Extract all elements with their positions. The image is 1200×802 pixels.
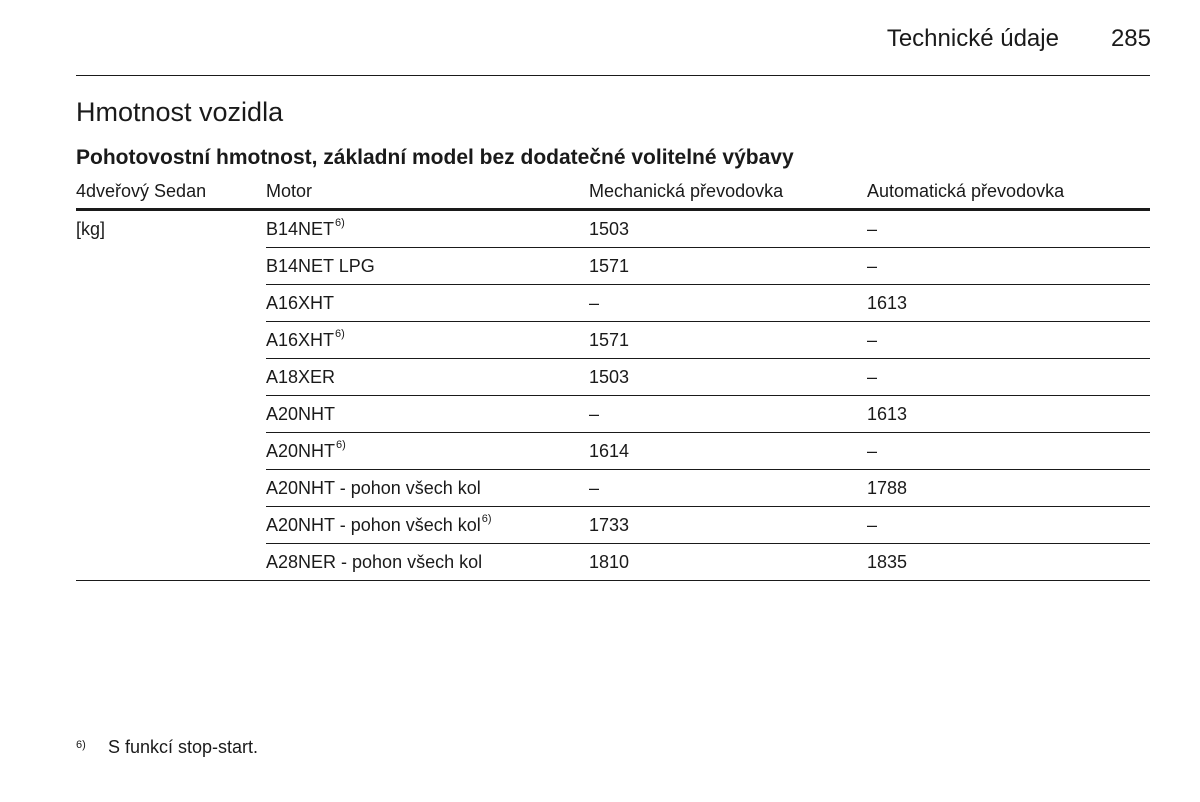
motor-name: B14NET: [266, 218, 335, 239]
section-title: Hmotnost vozidla: [76, 97, 284, 127]
column-header-body-type: 4dveřový Sedan: [76, 175, 266, 210]
manual-weight-cell: –: [589, 470, 867, 507]
motor-name: A16XHT: [266, 329, 335, 350]
motor-name: A20NHT: [266, 403, 336, 424]
motor-cell: [266, 210, 589, 248]
table-header-row: [76, 175, 1150, 210]
column-header-motor: Motor: [266, 175, 589, 210]
vehicle-weight-table: [76, 175, 1150, 581]
motor-name: A18XER: [266, 366, 336, 387]
footnote-reference: 6): [335, 327, 345, 340]
automatic-weight-cell: –: [867, 322, 1150, 359]
header-rule: [76, 75, 1150, 76]
footnote: [76, 734, 258, 760]
motor-name: B14NET LPG: [266, 255, 375, 276]
manual-weight-cell: 1571: [589, 248, 867, 285]
motor-cell: [266, 544, 589, 581]
table-caption: Pohotovostní hmotnost, základní model bez dodatečné volitelné výbavy: [76, 146, 794, 169]
motor-name: A28NER - pohon všech kol: [266, 551, 483, 572]
footnote-reference: 6): [335, 216, 345, 229]
motor-cell: [266, 396, 589, 433]
automatic-weight-cell: 1788: [867, 470, 1150, 507]
automatic-weight-cell: –: [867, 433, 1150, 470]
motor-cell: [266, 322, 589, 359]
manual-weight-cell: 1571: [589, 322, 867, 359]
motor-name: A20NHT - pohon všech kol: [266, 477, 481, 498]
footnote-text: S funkcí stop-start.: [108, 737, 259, 757]
automatic-weight-cell: 1613: [867, 285, 1150, 322]
motor-name: A16XHT: [266, 292, 335, 313]
footnote-reference: 6): [481, 512, 492, 525]
manual-weight-cell: –: [589, 396, 867, 433]
manual-weight-cell: 1503: [589, 359, 867, 396]
motor-cell: [266, 285, 589, 322]
motor-cell: [266, 470, 589, 507]
manual-weight-cell: 1810: [589, 544, 867, 581]
column-header-automatic: Automatická převodovka: [867, 175, 1150, 210]
automatic-weight-cell: 1835: [867, 544, 1150, 581]
footnote-reference: 6): [336, 438, 346, 451]
automatic-weight-cell: –: [867, 248, 1150, 285]
manual-weight-cell: 1503: [589, 210, 867, 248]
manual-weight-cell: 1614: [589, 433, 867, 470]
motor-name: A20NHT - pohon všech kol: [266, 514, 481, 535]
motor-cell: [266, 433, 589, 470]
table-row: [76, 210, 1150, 248]
automatic-weight-cell: 1613: [867, 396, 1150, 433]
running-header-section: Technické údaje: [886, 25, 1059, 52]
motor-cell: [266, 248, 589, 285]
unit-cell: [kg]: [76, 210, 266, 581]
column-header-manual: Mechanická převodovka: [589, 175, 867, 210]
manual-weight-cell: 1733: [589, 507, 867, 544]
automatic-weight-cell: –: [867, 507, 1150, 544]
manual-weight-cell: –: [589, 285, 867, 322]
page-number: 285: [1110, 25, 1151, 52]
motor-name: A20NHT: [266, 440, 336, 461]
automatic-weight-cell: –: [867, 210, 1150, 248]
footnote-mark: 6): [76, 739, 86, 751]
motor-cell: [266, 507, 589, 544]
page-header: [0, 22, 1151, 56]
table-body: [76, 210, 1150, 581]
automatic-weight-cell: –: [867, 359, 1150, 396]
motor-cell: [266, 359, 589, 396]
